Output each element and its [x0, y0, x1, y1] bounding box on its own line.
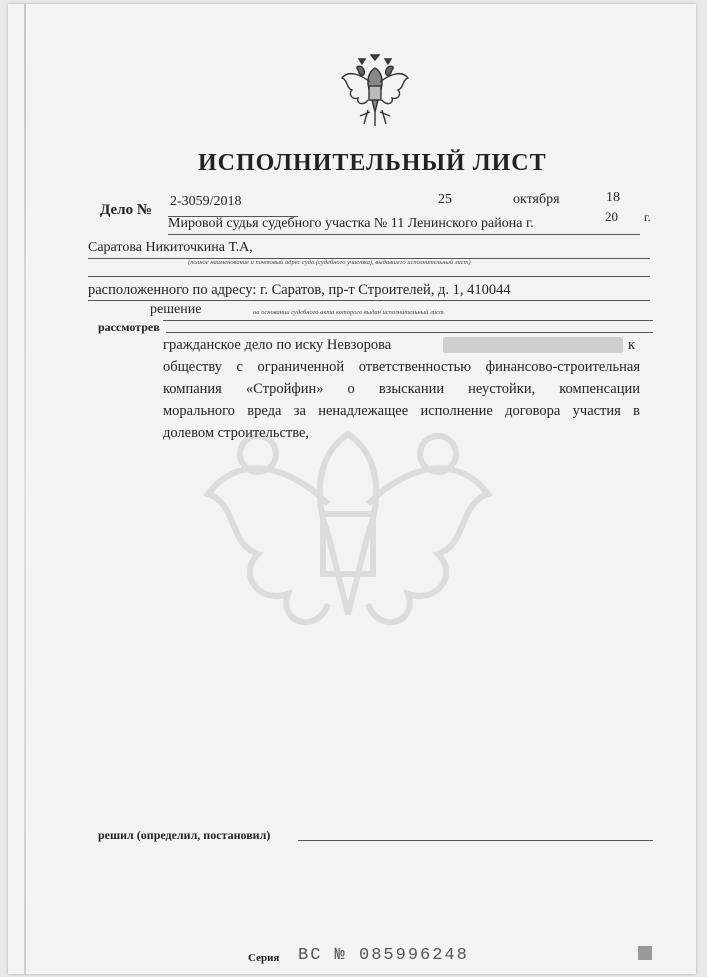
page-edge-shadow [24, 4, 26, 974]
body-line-1-end: к [628, 337, 636, 353]
case-month: октября [513, 192, 560, 207]
case-year-suffix: 18 [606, 190, 620, 205]
case-year-unit: г. [644, 210, 651, 224]
coat-of-arms-emblem [338, 52, 412, 130]
document-type: решение [150, 302, 202, 317]
body-line-3: компания «Стройфин» о взыскании неустойки, компенсации [163, 381, 640, 397]
series-label: Серия [248, 952, 280, 964]
corner-mark [638, 946, 652, 960]
court-line-1-underline [168, 234, 640, 235]
case-label: Дело № [100, 202, 152, 218]
document-sheet [8, 4, 696, 974]
document-caption: на основании судебного акта которого выдан исполнительный лист [253, 309, 444, 316]
court-line-2: Саратова Никиточкина Т.А, [88, 240, 253, 255]
document-title: ИСПОЛНИТЕЛЬНЫЙ ЛИСТ [198, 150, 547, 176]
case-day: 25 [438, 192, 452, 207]
considered-label: рассмотрев [98, 320, 160, 334]
court-caption: (полное наименование и почтовый адрес суда (судебного участка), выдавшего исполнительный лист) [188, 259, 471, 266]
court-blank-underline [88, 276, 650, 277]
body-line-4: морального вреда за ненадлежащее исполнение договора участия в [163, 403, 640, 419]
body-line-2: обществу с ограниченной ответственностью финансово-строительная [163, 359, 640, 375]
address-underline [88, 300, 650, 301]
decided-label: решил (определил, постановил) [98, 828, 271, 842]
case-year-prefix: 20 [605, 209, 618, 224]
document-type-underline [163, 320, 653, 321]
body-line-5: долевом строительстве, [163, 425, 310, 441]
decided-underline [298, 840, 653, 841]
address-line: расположенного по адресу: г. Саратов, пр-т Строителей, д. 1, 410044 [88, 282, 511, 298]
body-line-1: гражданское дело по иску Невзорова [163, 337, 392, 353]
considered-underline [166, 332, 653, 333]
redacted-name-block [443, 337, 623, 353]
court-line-1: Мировой судья судебного участка № 11 Ленинского района г. [168, 216, 534, 231]
case-number: 2-3059/2018 [170, 194, 242, 209]
series-code: ВС № 085996248 [298, 946, 469, 965]
